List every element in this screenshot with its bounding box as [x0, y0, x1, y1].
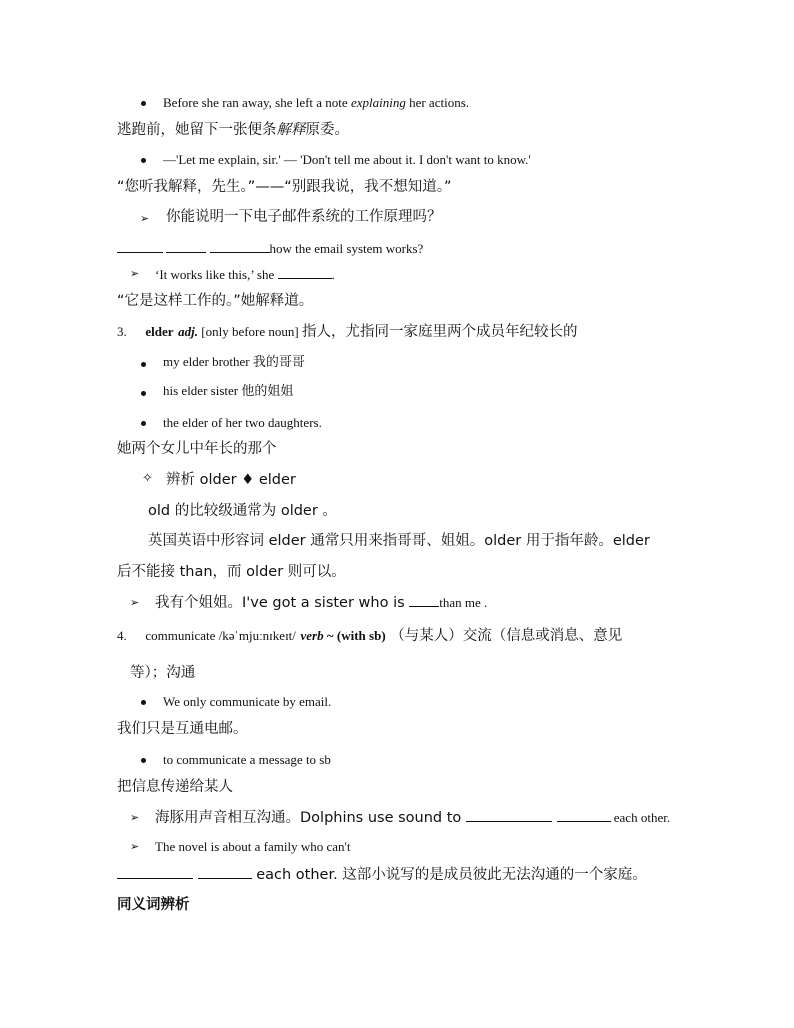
exercise-line [155, 810, 670, 826]
fill-blank[interactable] [466, 810, 552, 822]
example-phrase: to communicate a message to sb [163, 752, 331, 767]
example-phrase [163, 355, 305, 370]
text: . [331, 267, 335, 282]
arrow-bullet-icon: ➢ [130, 596, 140, 609]
text: ‘It works like this,’ she [155, 267, 278, 282]
text: my elder brother 我的哥哥 [163, 354, 305, 369]
text: her actions. [405, 95, 469, 110]
bullet-dot [141, 700, 146, 705]
comparison-heading [166, 473, 296, 488]
part-of-speech: adj. [178, 324, 198, 339]
fill-blank[interactable] [557, 810, 611, 822]
translation [117, 123, 349, 138]
comparison-note: 英国英语中形容词 elder 通常只用来指哥哥、姐姐。older 用于指年龄。elder [148, 533, 650, 549]
translation: 把信息传递给某人 [117, 779, 233, 795]
example-sentence [163, 96, 469, 109]
text: 我有个姐姐。I've got a sister who is [155, 595, 410, 611]
exercise-line [117, 241, 423, 255]
exercise-line [155, 595, 487, 611]
bullet-dot [141, 158, 146, 163]
bullet-dot [141, 362, 146, 367]
text: each other. [610, 810, 671, 825]
text: how the email system works? [269, 241, 424, 256]
example-phrase: the elder of her two daughters. [163, 415, 322, 430]
diamond-outline-icon: ✧ [142, 471, 153, 486]
exercise-prompt: 你能说明一下电子邮件系统的工作原理吗？ [166, 209, 442, 225]
translation: 她两个女儿中年长的那个 [117, 441, 277, 457]
entry-number: 3. [117, 324, 127, 339]
fill-blank[interactable] [117, 867, 193, 879]
example-sentence: —'Let me explain, sir.' — 'Don't tell me about it. I don't want to know.' [163, 152, 531, 167]
fill-blank[interactable] [210, 241, 270, 253]
comparison-note: old 的比较级通常为 older 。 [148, 503, 337, 519]
usage-pattern: ~ (with sb) [323, 628, 386, 643]
definition: （与某人）交流（信息或消息、意见 [390, 628, 623, 644]
text: Before she ran away, she left a note [163, 95, 351, 110]
usage-note: [only before noun] [198, 324, 302, 339]
entry-number: 4. [117, 628, 127, 643]
translation: “您听我解释，先生。”——“别跟我说，我不想知道。” [117, 179, 452, 195]
bullet-dot [141, 421, 146, 426]
arrow-bullet-icon: ➢ [140, 212, 150, 225]
arrow-bullet-icon: ➢ [130, 267, 140, 280]
emphasis: 解释 [276, 122, 306, 138]
entry-heading [117, 629, 622, 644]
fill-blank[interactable] [166, 241, 206, 253]
bullet-dot [141, 391, 146, 396]
text: each other. 这部小说写的是成员彼此无法沟通的一个家庭。 [251, 867, 647, 883]
fill-blank[interactable] [117, 241, 163, 253]
section-heading: 同义词辨析 [117, 897, 190, 913]
bullet-dot [141, 758, 146, 763]
definition-continued: 等）；沟通 [130, 665, 196, 681]
definition: 指人，尤指同一家庭里两个成员年纪较长的 [301, 324, 578, 340]
example-phrase [163, 384, 293, 399]
bullet-dot [141, 101, 146, 106]
fill-blank[interactable] [278, 267, 332, 279]
exercise-line: The novel is about a family who can't [155, 839, 351, 854]
emphasis: explaining [350, 95, 406, 110]
exercise-line [155, 267, 335, 281]
text: 海豚用声音相互沟通。Dolphins use sound to [155, 810, 466, 826]
text: 逃跑前，她留下一张便条 [117, 122, 277, 138]
text: his elder sister 他的姐姐 [163, 383, 294, 398]
example-sentence: We only communicate by email. [163, 694, 332, 709]
arrow-bullet-icon: ➢ [130, 811, 140, 824]
part-of-speech: verb [300, 628, 324, 643]
text: 辨析 older ♦ elder [166, 472, 296, 488]
arrow-bullet-icon: ➢ [130, 840, 140, 853]
fill-blank[interactable] [198, 867, 252, 879]
translation: 我们只是互通电邮。 [117, 721, 248, 737]
headword: communicate /kəˈmjuːnɪkeɪt/ [145, 628, 296, 643]
headword: elder [145, 324, 174, 339]
text: than me . [439, 595, 488, 610]
fill-blank[interactable] [409, 595, 439, 607]
translation: “它是这样工作的。”她解释道。 [117, 293, 314, 309]
comparison-note: 后不能接 than，而 older 则可以。 [117, 564, 346, 580]
entry-heading [117, 325, 577, 340]
exercise-line [117, 867, 647, 883]
text: 原委。 [305, 122, 349, 138]
